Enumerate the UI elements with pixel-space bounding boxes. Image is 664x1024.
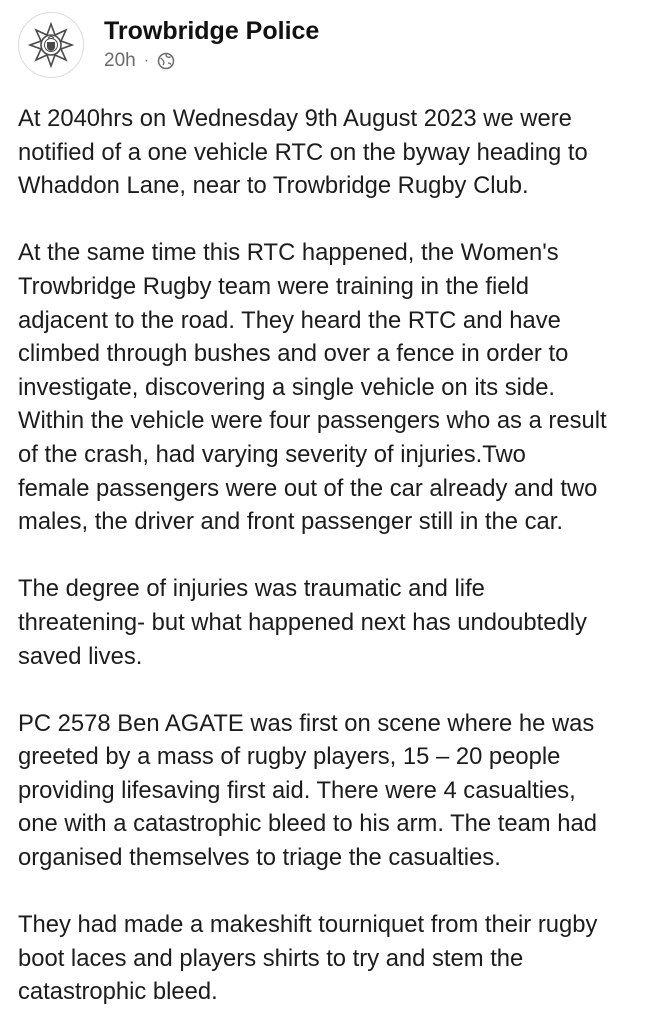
post-body (18, 102, 658, 1009)
page-name[interactable]: Trowbridge Police (104, 17, 320, 45)
post-paragraph: At 2040hrs on Wednesday 9th August 2023 we were notified of a one vehicle RTC on the byway heading to Whaddon Lane, near to Trowbridge Rugby Club. (18, 105, 588, 200)
post-subline (104, 50, 319, 72)
page-avatar[interactable] (18, 12, 84, 78)
post-paragraph: They had made a makeshift tourniquet from their rugby boot laces and players shirts to try and stem the catastrophic bleed. (18, 911, 598, 1006)
post-header (18, 12, 319, 78)
post-paragraph: The degree of injuries was traumatic and life threatening- but what happened next has undoubtedly saved lives. (18, 575, 587, 670)
post-meta (104, 16, 319, 72)
globe-icon[interactable] (157, 52, 175, 70)
post-paragraph: At the same time this RTC happened, the Women's Trowbridge Rugby team were training in the field adjacent to the road. They heard the RTC and have climbed through bushes and over a fence in order to investigate, discovering a single vehicle on its side. Within the vehicle were four passengers who as a result of the crash, had varying severity of injuries.Two female passengers were out of the car already and two males, the driver and front passenger still in the car. (18, 239, 607, 536)
police-star-badge-icon (28, 22, 74, 68)
post-timestamp[interactable]: 20h (104, 50, 136, 71)
post-paragraph: PC 2578 Ben AGATE was first on scene where he was greeted by a mass of rugby players, 15 – 20 people providing lifesaving first aid. There were 4 casualties, one with a catastrophic bleed to his arm. The team had organised themselves to triage the casualties. (18, 709, 597, 872)
meta-separator: · (143, 52, 150, 69)
